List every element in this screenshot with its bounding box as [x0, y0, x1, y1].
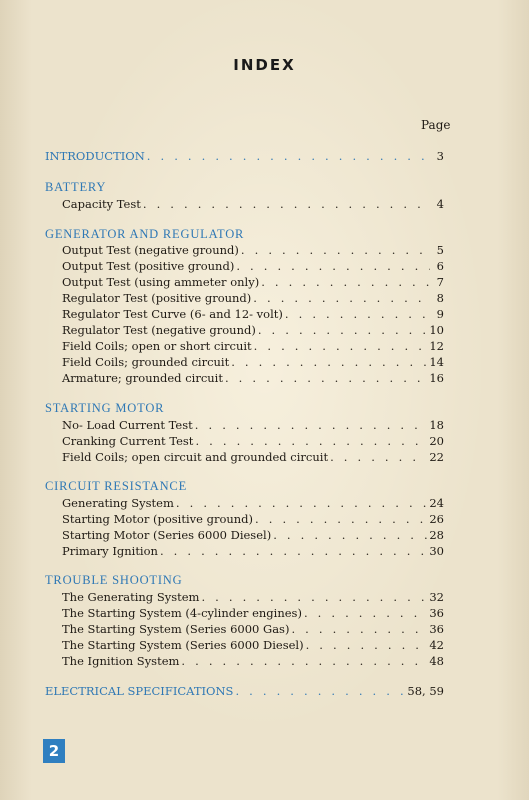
section-heading-generator-regulator: GENERATOR AND REGULATOR [45, 227, 245, 241]
page-number: 10 [429, 323, 444, 337]
toc-entry[interactable] [62, 371, 444, 385]
toc-entry[interactable] [62, 197, 444, 211]
leader-dots [160, 544, 427, 558]
leader-dots [181, 654, 427, 668]
toc-entry[interactable] [62, 528, 444, 542]
entry-label: Regulator Test Curve (6- and 12- volt) [62, 307, 283, 321]
page-number: 32 [429, 590, 444, 604]
leader-dots [330, 450, 427, 464]
toc-entry[interactable] [62, 291, 444, 305]
page-number: 36 [429, 622, 444, 636]
page-number: 42 [429, 638, 444, 652]
toc-entry[interactable] [62, 307, 444, 321]
entry-label: Primary Ignition [62, 544, 158, 558]
entry-label: The Starting System (Series 6000 Gas) [62, 622, 290, 636]
toc-entry[interactable] [62, 654, 444, 668]
toc-entry[interactable] [62, 512, 444, 526]
toc-entry[interactable] [62, 259, 444, 273]
leader-dots [195, 418, 428, 432]
entry-label: Starting Motor (Series 6000 Diesel) [62, 528, 272, 542]
leader-dots [176, 496, 427, 510]
entry-label: Field Coils; grounded circuit [62, 355, 230, 369]
leader-dots [304, 606, 427, 620]
toc-entry[interactable] [62, 275, 444, 289]
toc-entry[interactable] [62, 323, 444, 337]
leader-dots [147, 149, 430, 163]
leader-dots [291, 622, 427, 636]
entry-label: Cranking Current Test [62, 434, 194, 448]
page-title: INDEX [233, 56, 296, 74]
toc-entry[interactable] [62, 434, 444, 448]
section-heading-battery: BATTERY [45, 180, 107, 194]
toc-entry-electrical-specifications[interactable] [45, 684, 444, 698]
leader-dots [258, 323, 428, 337]
page-number: 9 [436, 307, 444, 321]
section-heading: ELECTRICAL SPECIFICATIONS [45, 684, 234, 698]
leader-dots [241, 243, 430, 257]
toc-entry[interactable] [62, 590, 444, 604]
page-number: 58, 59 [407, 684, 444, 698]
entry-label: Output Test (positive ground) [62, 259, 235, 273]
entry-label: No- Load Current Test [62, 418, 193, 432]
page-number: 26 [429, 512, 444, 526]
entry-label: Regulator Test (negative ground) [62, 323, 256, 337]
leader-dots [253, 291, 430, 305]
leader-dots [201, 590, 427, 604]
section-heading-trouble-shooting: TROUBLE SHOOTING [45, 573, 183, 587]
entry-label: The Ignition System [62, 654, 180, 668]
toc-entry[interactable] [62, 638, 444, 652]
page-number: 16 [429, 371, 444, 385]
leader-dots [195, 434, 427, 448]
entry-label: The Starting System (4-cylinder engines) [62, 606, 302, 620]
toc-entry[interactable] [62, 243, 444, 257]
page-number: 18 [429, 418, 444, 432]
toc-entry[interactable] [62, 450, 444, 464]
entry-label: Generating System [62, 496, 174, 510]
leader-dots [231, 355, 427, 369]
section-heading: INTRODUCTION [45, 149, 145, 163]
leader-dots [143, 197, 430, 211]
leader-dots [235, 684, 405, 698]
page-number: 36 [429, 606, 444, 620]
section-heading-starting-motor: STARTING MOTOR [45, 401, 165, 415]
page-number: 5 [436, 243, 444, 257]
page-number: 14 [429, 355, 444, 369]
leader-dots [306, 638, 428, 652]
entry-label: The Generating System [62, 590, 200, 604]
page-number: 28 [429, 528, 444, 542]
entry-label: Starting Motor (positive ground) [62, 512, 254, 526]
toc-entry[interactable] [62, 339, 444, 353]
page-number: 4 [436, 197, 444, 211]
toc-entry[interactable] [62, 418, 444, 432]
leader-dots [285, 307, 430, 321]
page-number: 3 [436, 149, 444, 163]
leader-dots [225, 371, 427, 385]
leader-dots [273, 528, 427, 542]
leader-dots [261, 275, 430, 289]
page-number: 24 [429, 496, 444, 510]
entry-label: Output Test (using ammeter only) [62, 275, 260, 289]
entry-label: Field Coils; open or short circuit [62, 339, 252, 353]
entry-label: Armature; grounded circuit [62, 371, 223, 385]
toc-entry[interactable] [62, 606, 444, 620]
leader-dots [254, 339, 428, 353]
leader-dots [255, 512, 427, 526]
toc-entry[interactable] [62, 355, 444, 369]
leader-dots [236, 259, 430, 273]
page-column-label: Page [421, 118, 451, 132]
page-number: 22 [429, 450, 444, 464]
page-number: 48 [429, 654, 444, 668]
section-heading-circuit-resistance: CIRCUIT RESISTANCE [45, 479, 187, 493]
toc-entry[interactable] [62, 496, 444, 510]
entry-label: The Starting System (Series 6000 Diesel) [62, 638, 304, 652]
page-number: 6 [436, 259, 444, 273]
page-number: 8 [436, 291, 444, 305]
page-number: 30 [429, 544, 444, 558]
entry-label: Output Test (negative ground) [62, 243, 239, 257]
page-number: 7 [436, 275, 444, 289]
entry-label: Field Coils; open circuit and grounded circuit [62, 450, 329, 464]
page-number-badge: 2 [43, 739, 65, 763]
toc-entry[interactable] [62, 622, 444, 636]
toc-entry-introduction[interactable] [45, 149, 444, 163]
page-number: 12 [429, 339, 444, 353]
page-number: 20 [429, 434, 444, 448]
toc-entry[interactable] [62, 544, 444, 558]
entry-label: Capacity Test [62, 197, 141, 211]
entry-label: Regulator Test (positive ground) [62, 291, 252, 305]
